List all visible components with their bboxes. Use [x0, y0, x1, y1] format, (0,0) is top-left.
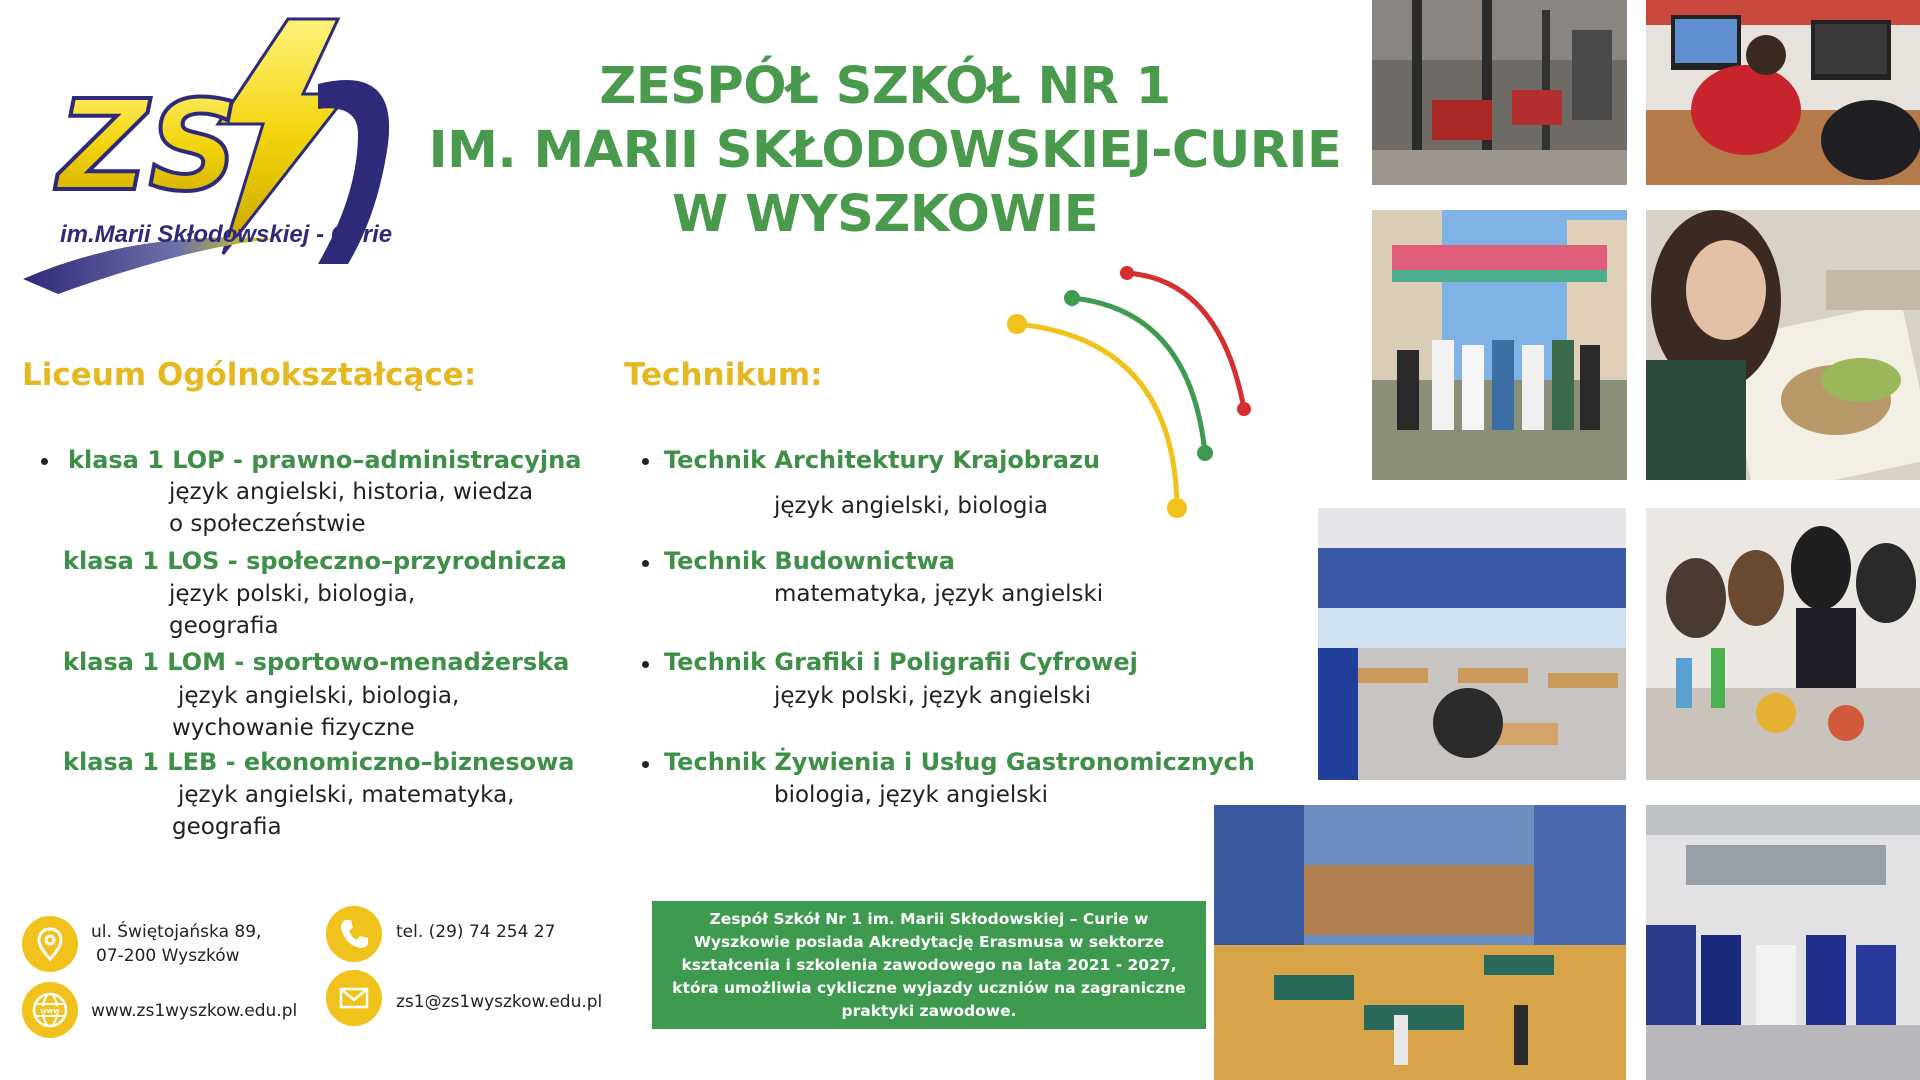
erasmus-info-box — [652, 901, 1206, 1029]
technikum-heading: Technikum: — [624, 357, 823, 393]
globe-icon — [22, 982, 78, 1038]
location-icon — [22, 916, 78, 972]
profession-name: Technik Żywienia i Usług Gastronomicznych — [664, 748, 1255, 776]
decorative-arcs — [980, 250, 1260, 530]
svg-text:ZS: ZS — [58, 74, 239, 219]
phone-icon — [326, 906, 382, 962]
title-line-1: ZESPÓŁ SZKÓŁ NR 1 — [599, 57, 1171, 116]
title-line-2: IM. MARII SKŁODOWSKIEJ-CURIE — [428, 121, 1342, 180]
profession-name: Technik Budownictwa — [664, 547, 955, 575]
class-subjects: język angielski, matematyka, — [178, 782, 515, 808]
photo-computer-lab — [1646, 0, 1920, 185]
photo-drawing-class — [1646, 210, 1920, 480]
class-subjects-cont: wychowanie fizyczne — [172, 715, 415, 741]
bullet — [642, 761, 649, 768]
class-name: klasa 1 LOP - prawno–administracyjna — [68, 446, 582, 474]
school-logo — [18, 14, 398, 294]
bullet — [41, 458, 48, 465]
logo-caption: im.Marii Skłodowskiej - Curie — [60, 221, 393, 248]
class-name: klasa 1 LOS - społeczno–przyrodnicza — [63, 547, 567, 575]
profession-subjects: język polski, język angielski — [774, 683, 1091, 709]
globe-www-label: www — [40, 1007, 60, 1015]
class-subjects-cont: o społeczeństwie — [169, 511, 366, 537]
photo-exam-room — [1318, 508, 1626, 780]
profession-name: Technik Architektury Krajobrazu — [664, 446, 1101, 474]
address-line-2: 07-200 Wyszków — [96, 946, 240, 966]
photo-gym — [1372, 0, 1627, 185]
bullet — [642, 458, 649, 465]
page-title — [410, 55, 1360, 247]
class-subjects: język angielski, biologia, — [178, 683, 460, 709]
title-line-3: W WYSZKOWIE — [671, 185, 1099, 244]
profession-subjects: biologia, język angielski — [774, 782, 1048, 808]
photo-kitchen — [1646, 805, 1920, 1080]
photo-cooking-class — [1646, 508, 1920, 780]
profession-subjects: matematyka, język angielski — [774, 581, 1104, 607]
photo-city-trip — [1372, 210, 1627, 480]
liceum-heading: Liceum Ogólnokształcące: — [22, 357, 477, 393]
class-subjects: język angielski, historia, wiedza — [169, 479, 534, 505]
address-line-1: ul. Świętojańska 89, — [91, 922, 262, 942]
class-subjects-cont: geografia — [172, 814, 282, 840]
photo-sports-hall — [1214, 805, 1626, 1080]
bullet — [642, 661, 649, 668]
erasmus-text: Zespół Szkół Nr 1 im. Marii Skłodowskiej – Curie w Wyszkowie posiada Akredytację Erasmusa w sektorze kształcenia i szkolenia zawodowego na lata 2021 - 2027, która umożliwia cykliczne wyjazdy uczniów na zagraniczne praktyki zawodowe. — [672, 909, 1186, 1020]
class-name: klasa 1 LEB - ekonomiczno–biznesowa — [63, 748, 575, 776]
class-name: klasa 1 LOM - sportowo-menadżerska — [63, 648, 570, 676]
class-subjects: język polski, biologia, — [169, 581, 416, 607]
profession-subjects: język angielski, biologia — [774, 493, 1048, 519]
profession-name: Technik Grafiki i Poligrafii Cyfrowej — [664, 648, 1138, 676]
phone-number[interactable]: tel. (29) 74 254 27 — [396, 922, 556, 942]
envelope-icon — [326, 970, 382, 1026]
bullet — [642, 560, 649, 567]
class-subjects-cont: geografia — [169, 613, 279, 639]
email-link[interactable]: zs1@zs1wyszkow.edu.pl — [396, 992, 603, 1012]
website-link[interactable]: www.zs1wyszkow.edu.pl — [91, 1001, 298, 1021]
